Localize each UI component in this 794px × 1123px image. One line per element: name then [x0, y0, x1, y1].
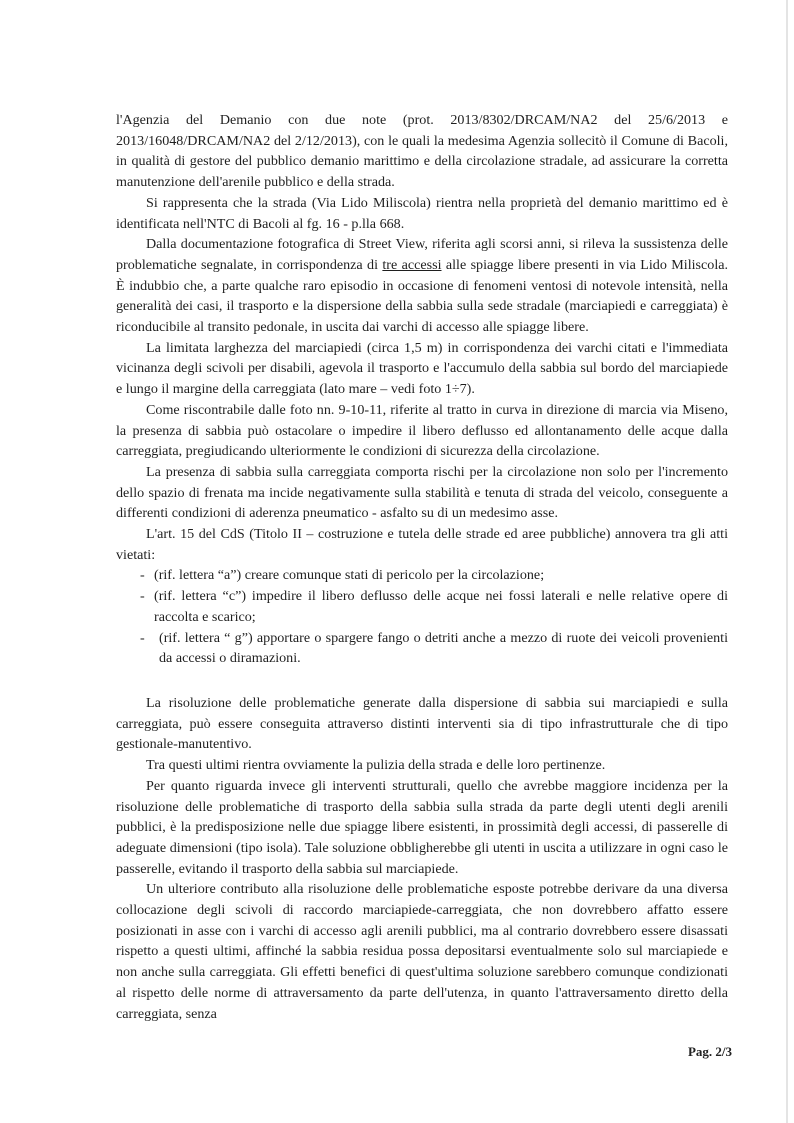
paragraph-7: L'art. 15 del CdS (Titolo II – costruzione e tutela delle strade ed aree pubbliche) annovera tra gli atti vietati:	[116, 526, 728, 563]
list-dash: -	[140, 629, 145, 646]
paragraph-10: Per quanto riguarda invece gli interventi strutturali, quello che avrebbe maggiore incidenza per la risoluzione delle problematiche di trasporto della sabbia sulla strada da parte degli utenti degli arenili pubblici, è la predisposizione nelle due spiagge libere esistenti, in prossimità degli accessi, di passerelle di adeguate dimensioni (tipo isola). Tale soluzione obbligherebbe gli utenti in uscita a utilizzare in ogni caso le passerelle, evitando il trasporto della sabbia sul marciapiede.	[116, 777, 728, 877]
prohibited-acts-list	[116, 565, 728, 669]
paragraph-3-after: alle spiagge libere presenti in via Lido Miliscola. È indubbio che, a parte qualche raro episodio in occasione di fenomeni ventosi di notevole intensità, nella generalità dei casi, il trasporto e la dispersione della sabbia sulla sede stradale (marciapiedi e carreggiata) è riconducibile al transito pedonale, in uscita dai varchi di accesso alle spiagge libere.	[116, 256, 729, 336]
underlined-text: tre accessi	[382, 256, 442, 273]
paragraph-5: Come riscontrabile dalle foto nn. 9-10-11, riferite al tratto in curva in direzione di marcia via Miseno, la presenza di sabbia può ostacolare o impedire il libero deflusso ed allontanamento delle acque dalla carreggiata, pregiudicando ulteriormente le condizioni di sicurezza della circolazione.	[116, 401, 728, 460]
list-dash: -	[140, 588, 145, 605]
page-edge	[786, 0, 788, 1123]
paragraph-6: La presenza di sabbia sulla carreggiata comporta rischi per la circolazione non solo per l'incremento dello spazio di frenata ma incide negativamente sulla stabilità e tenuta di strada del veicolo, conseguente a differenti condizioni di aderenza pneumatico - asfalto su di un medesimo asse.	[116, 463, 728, 522]
page-number: Pag. 2/3	[687, 1044, 732, 1059]
paragraph-11: Un ulteriore contributo alla risoluzione delle problematiche esposte potrebbe derivare da una diversa collocazione degli scivoli di raccordo marciapiede-carreggiata, che non dovrebbero affatto essere posizionati in asse con i varchi di accesso agli arenili pubblici, ma al contrario dovrebbero essere disassati rispetto a questi ultimi, affinché la sabbia residua possa depositarsi eventualmente solo sul marciapiede e non anche sulla carreggiata. Gli effetti benefici di quest'ultima soluzione sarebbero comunque condizionati al rispetto delle norme di attraversamento da parte dell'utenza, in quanto l'attraversamento diretto della carreggiata, senza	[116, 881, 728, 1022]
list-item-text: (rif. lettera “c”) impedire il libero deflusso delle acque nei fossi laterali e nelle relative opere di raccolta e scarico;	[154, 588, 728, 625]
list-item	[116, 586, 728, 627]
paragraph-3-before: Dalla documentazione fotografica di Street View, riferita agli scorsi anni, si rileva la sussistenza delle problematiche segnalate, in corrispondenza di	[116, 236, 728, 273]
paragraph-9: Tra questi ultimi rientra ovviamente la pulizia della strada e delle loro pertinenze.	[146, 757, 606, 774]
list-dash: -	[140, 567, 145, 584]
paragraph-4: La limitata larghezza del marciapiedi (circa 1,5 m) in corrispondenza dei varchi citati e l'immediata vicinanza degli scivoli per disabili, agevola il trasporto e l'accumulo della sabbia sul bordo del marciapiede e lungo il margine della carreggiata (lato mare – vedi foto 1÷7).	[116, 339, 728, 398]
document-body	[116, 110, 728, 1024]
paragraph-3	[116, 234, 728, 338]
paragraph-2: Si rappresenta che la strada (Via Lido Miliscola) rientra nella proprietà del demanio marittimo ed è identificata nell'NTC di Bacoli al fg. 16 - p.lla 668.	[116, 194, 728, 232]
list-item	[116, 628, 728, 669]
list-item	[116, 565, 728, 586]
paragraph-8: La risoluzione delle problematiche generate dalla dispersione di sabbia sui marciapiedi e sulla carreggiata, può essere conseguita attraverso distinti interventi sia di tipo infrastrutturale che di tipo gestionale-manutentivo.	[116, 694, 728, 753]
paragraph-1: l'Agenzia del Demanio con due note (prot. 2013/8302/DRCAM/NA2 del 25/6/2013 e 2013/16048/DRCAM/NA2 del 2/12/2013), con le quali la medesima Agenzia sollecitò il Comune di Bacoli, in qualità di gestore del pubblico demanio marittimo e della circolazione stradale, ad assicurare la corretta manutenzione dell'arenile pubblico e della strada.	[116, 112, 728, 191]
list-item-text: (rif. lettera “ g”) apportare o spargere fango o detriti anche a mezzo di ruote dei veicoli provenienti da accessi o diramazioni.	[159, 629, 728, 667]
list-item-text: (rif. lettera “a”) creare comunque stati di pericolo per la circolazione;	[154, 567, 545, 584]
